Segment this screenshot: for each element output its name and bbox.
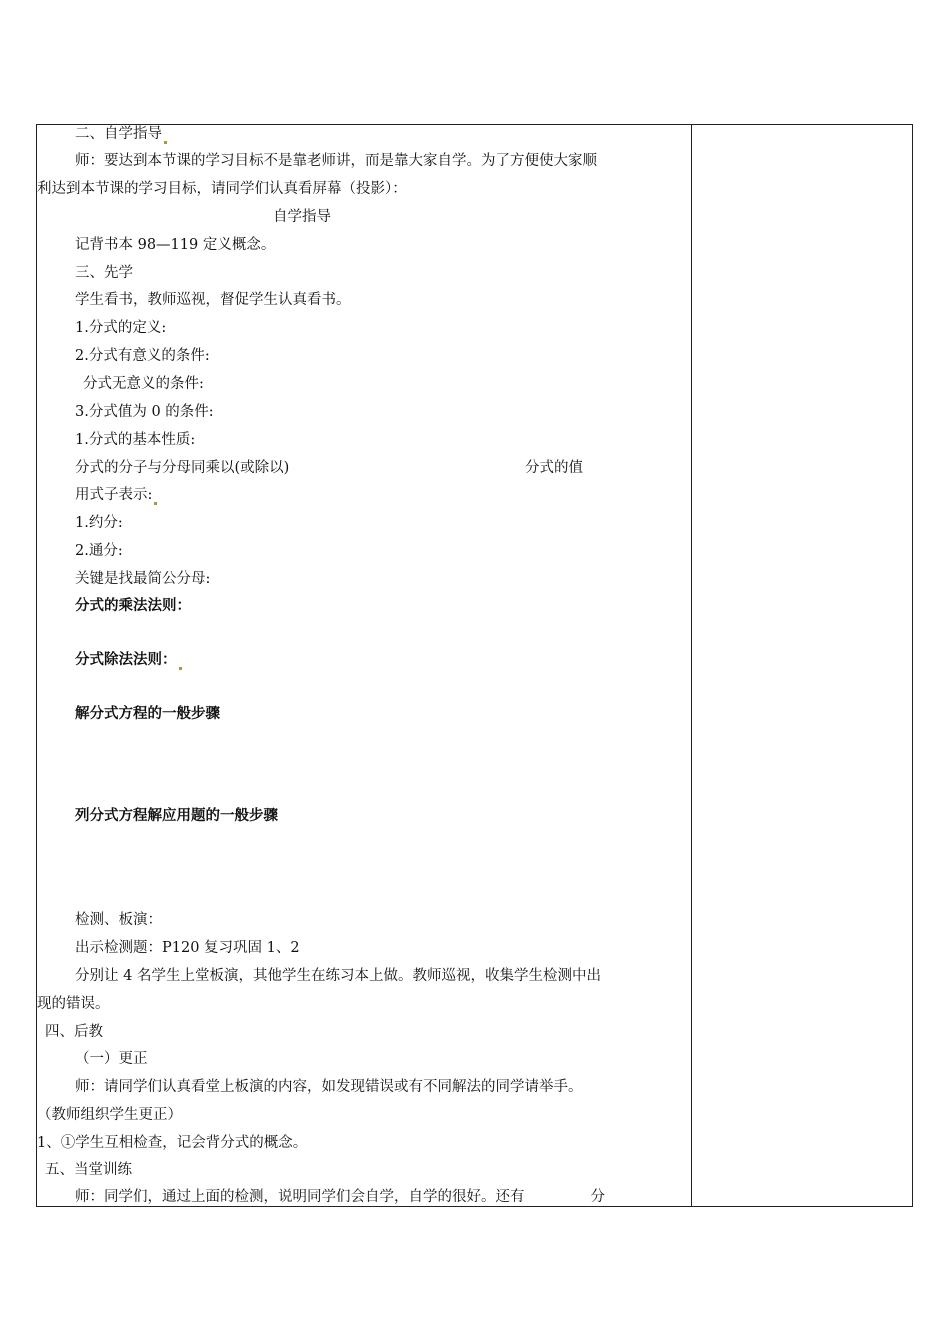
test-board-heading: 检测、板演：	[75, 912, 162, 928]
fraction-meaningful-condition: 2.分式有意义的条件:	[75, 348, 210, 364]
board-practice-line2: 现的错误。	[37, 996, 110, 1012]
section-heading-self-study: 二、自学指导	[37, 124, 691, 144]
memorize-instruction: 记背书本 98—119 定义概念。	[75, 237, 276, 253]
peer-check-line: 1、①学生互相检查，记会背分式的概念。	[37, 1135, 308, 1151]
ink-dot	[154, 502, 157, 505]
section-heading-prelearn: 三、先学	[75, 265, 133, 281]
teacher-intro-line1: 师：要达到本节课的学习目标不是靠老师讲，而是靠大家自学。为了方便使大家顺	[75, 153, 597, 169]
self-study-title: 自学指导	[273, 209, 331, 225]
test-questions: 出示检测题：P120 复习巩固 1、2	[75, 940, 300, 956]
column-divider	[691, 124, 692, 1207]
common-denominator: 2.通分:	[75, 543, 123, 559]
section-heading-practice: 五、当堂训练	[45, 1162, 132, 1178]
ink-dot	[164, 141, 167, 144]
fraction-meaningless-condition: 分式无意义的条件:	[83, 376, 204, 392]
division-rule-heading: 分式除法法则：	[37, 650, 691, 670]
fraction-definition: 1.分式的定义:	[75, 320, 167, 336]
students-read-line: 学生看书，教师巡视，督促学生认真看书。	[75, 292, 351, 308]
lcd-key: 关键是找最简公分母:	[75, 571, 211, 587]
correction-heading: （一）更正	[75, 1051, 148, 1067]
teacher-correction-line: 师：请同学们认真看堂上板演的内容，如发现错误或有不同解法的同学请举手。	[75, 1079, 583, 1095]
word-problem-steps-heading: 列分式方程解应用题的一般步骤	[75, 808, 278, 824]
fraction-zero-condition: 3.分式值为 0 的条件:	[75, 404, 214, 420]
equation-steps-heading: 解分式方程的一般步骤	[75, 706, 220, 722]
board-practice-line1: 分别让 4 名学生上堂板演，其他学生在练习本上做。教师巡视，收集学生检测中出	[75, 968, 601, 984]
section-heading-post-teach: 四、后教	[45, 1024, 103, 1040]
fraction-basic-property: 1.分式的基本性质:	[75, 432, 196, 448]
expression-form: 用式子表示:	[37, 485, 691, 505]
reduce-fraction: 1.约分:	[75, 515, 123, 531]
teacher-intro-line2: 利达到本节课的学习目标，请同学们认真看屏幕（投影）：	[37, 181, 407, 197]
fraction-value-label: 分式的值	[525, 460, 583, 476]
numerator-denominator-rule: 分式的分子与分母同乘以(或除以) 分式的值	[75, 460, 583, 476]
teacher-practice-line: 师：同学们，通过上面的检测，说明同学们会自学，自学的很好。还有 分	[75, 1189, 605, 1205]
teacher-organize-line: （教师组织学生更正）	[37, 1107, 182, 1123]
ink-dot	[179, 667, 182, 670]
multiplication-rule-heading: 分式的乘法法则：	[75, 598, 191, 614]
lesson-content-column	[37, 124, 691, 1206]
fill-blank	[527, 1192, 589, 1206]
